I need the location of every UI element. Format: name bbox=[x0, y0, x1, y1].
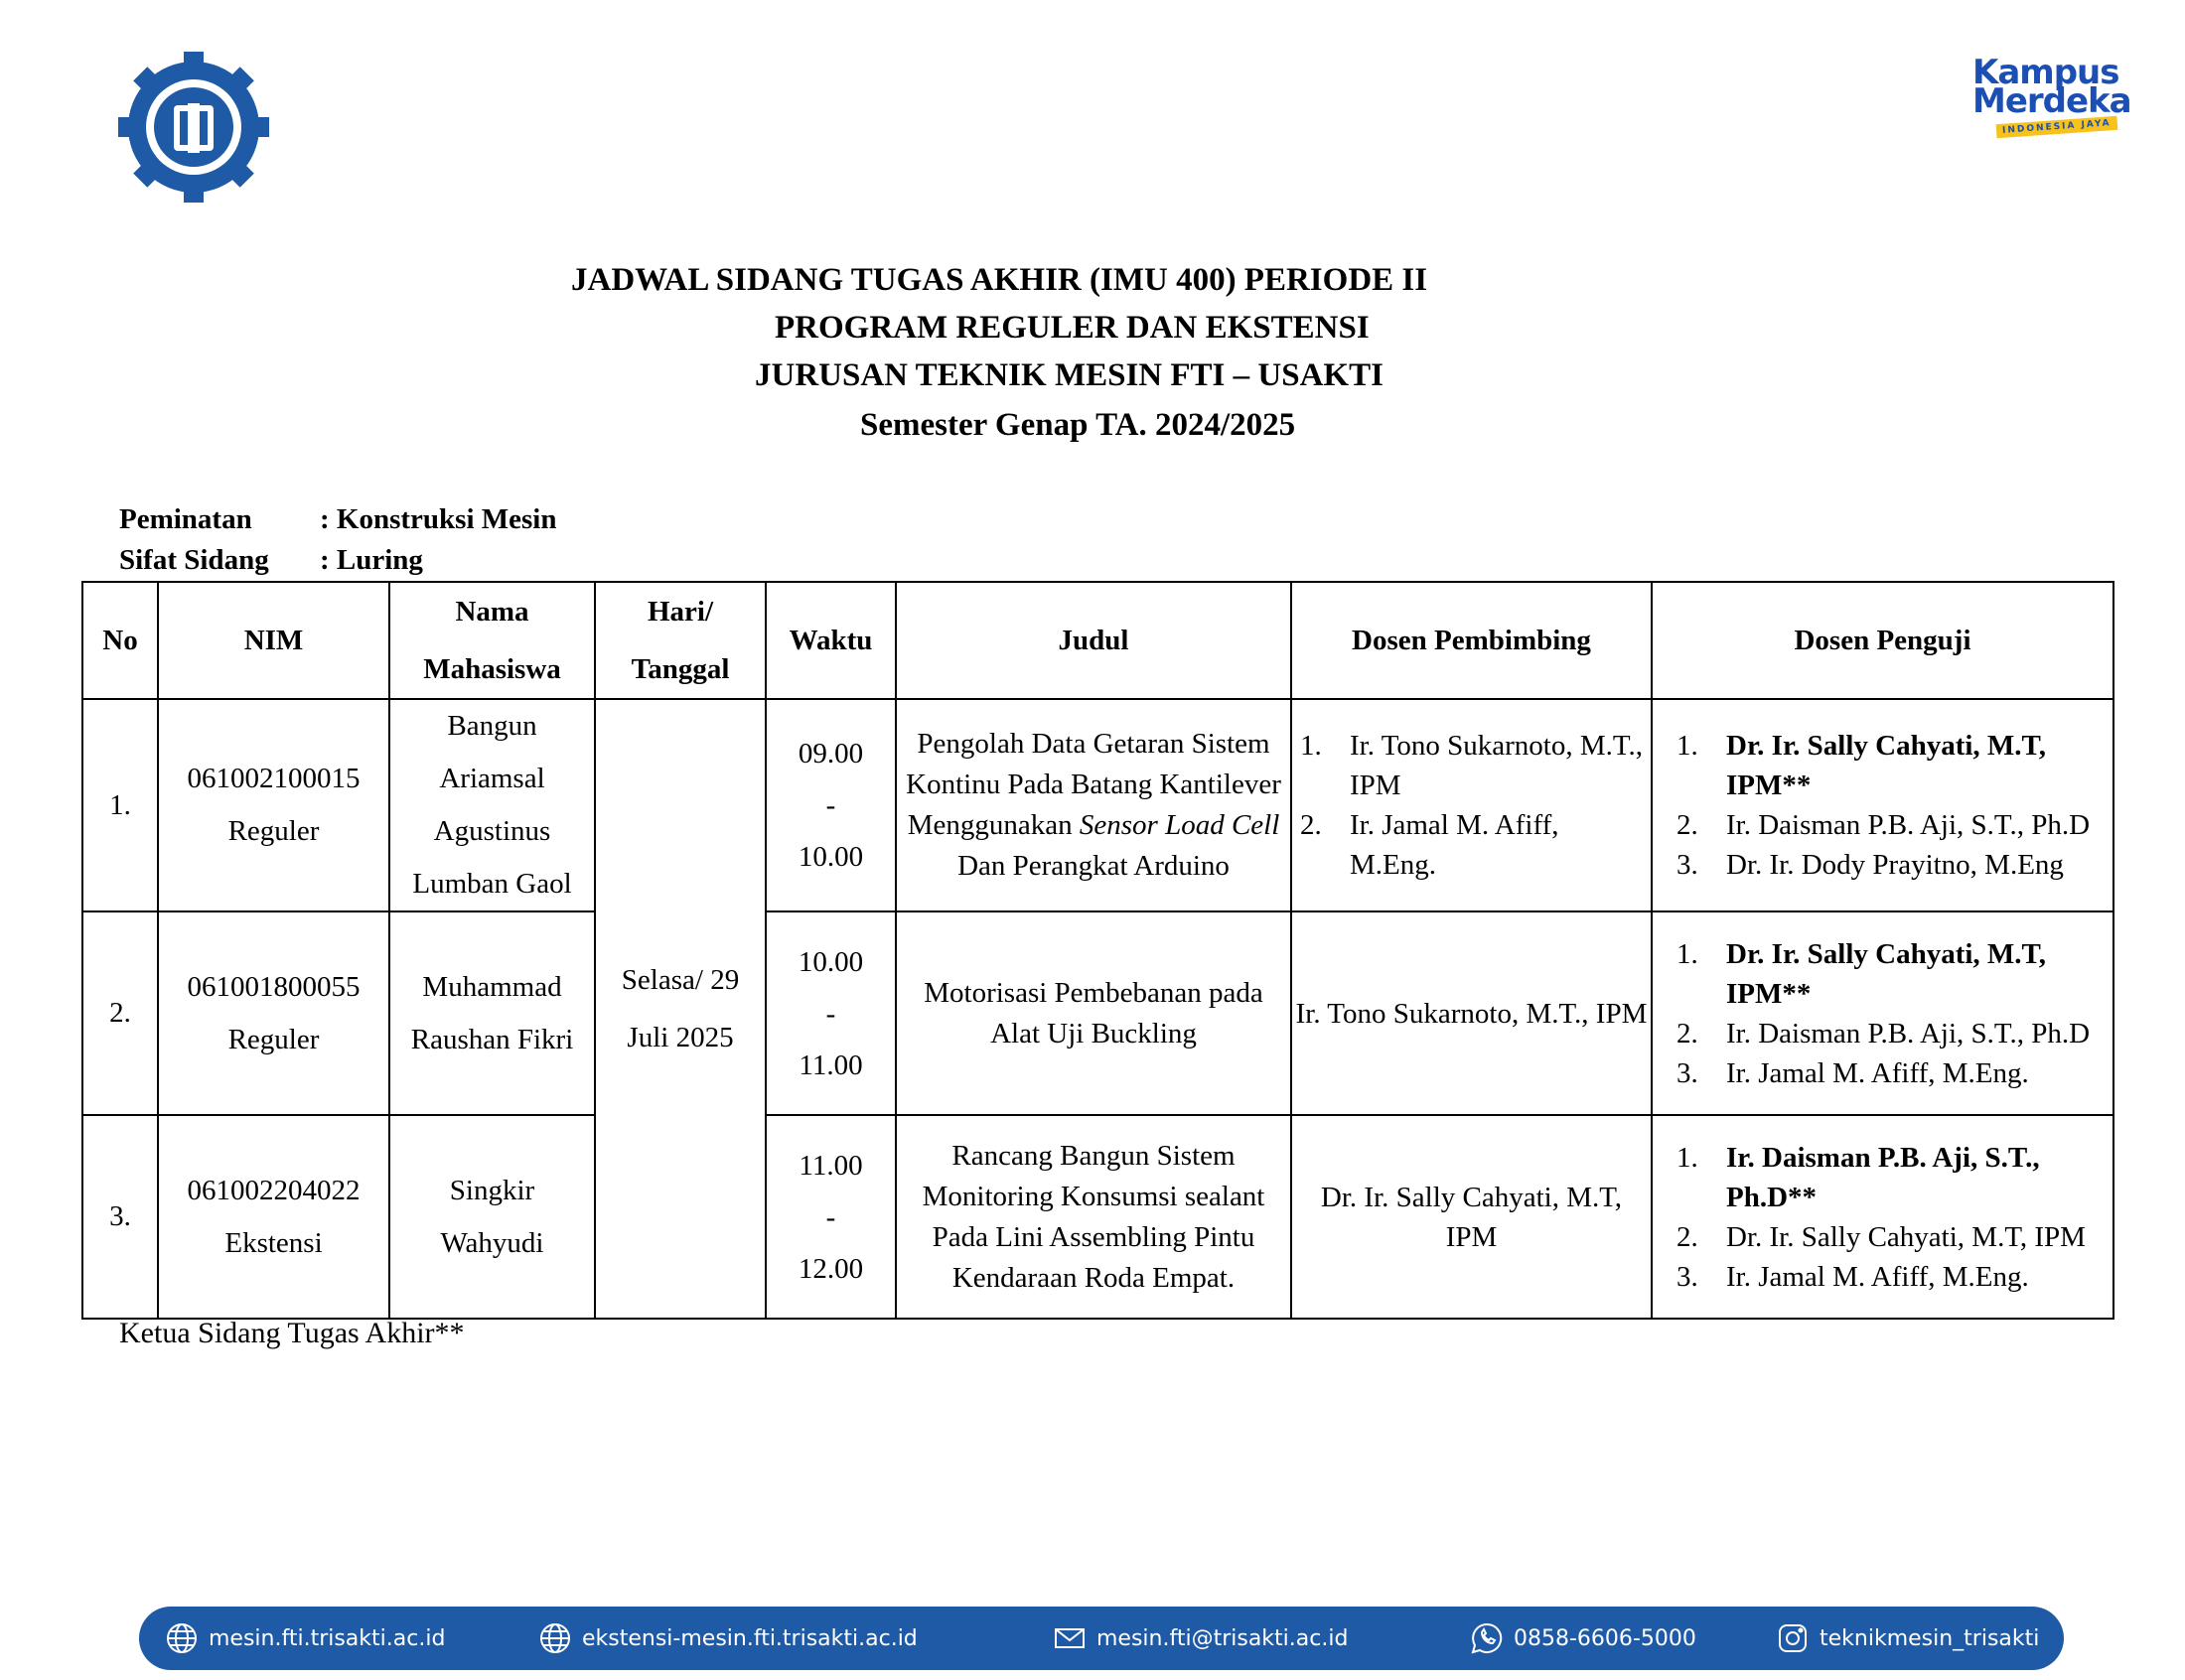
nama-line: Bangun bbox=[447, 710, 537, 742]
list-item bbox=[1676, 845, 2112, 885]
list-number: 3. bbox=[1676, 1260, 1698, 1293]
program-value: Reguler bbox=[227, 815, 320, 847]
waktu-sep: - bbox=[825, 997, 836, 1030]
header-no: No bbox=[82, 582, 158, 699]
row-judul bbox=[896, 699, 1291, 911]
waktu-sep: - bbox=[825, 789, 836, 821]
peminatan-value: : Konstruksi Mesin bbox=[320, 503, 557, 535]
table-header-row bbox=[82, 582, 2113, 699]
list-item bbox=[1676, 1257, 2112, 1297]
row-pembimbing bbox=[1291, 699, 1652, 911]
penguji-list bbox=[1653, 726, 2112, 885]
list-item bbox=[1676, 1217, 2112, 1257]
mail-icon bbox=[1053, 1621, 1087, 1655]
row-penguji bbox=[1652, 699, 2113, 911]
list-number: 2. bbox=[1676, 1220, 1698, 1253]
list-number: 2. bbox=[1676, 809, 1698, 841]
website-link[interactable]: mesin.fti.trisakti.ac.id bbox=[209, 1625, 446, 1651]
dosen-name: Ir. Jamal M. Afiff, M.Eng. bbox=[1350, 809, 1559, 881]
kampus-merdeka-logo bbox=[1972, 52, 2141, 146]
dosen-name: Ir. Daisman P.B. Aji, S.T., Ph.D** bbox=[1726, 1141, 2040, 1213]
row-waktu bbox=[766, 1115, 896, 1319]
list-item bbox=[1676, 1053, 2112, 1093]
dosen-name: Dr. Ir. Sally Cahyati, M.T, IPM** bbox=[1726, 937, 2046, 1010]
waktu-start: 10.00 bbox=[798, 945, 864, 978]
title-line-3: JURUSAN TEKNIK MESIN FTI – USAKTI bbox=[755, 357, 1384, 393]
peminatan-label: Peminatan bbox=[119, 503, 252, 535]
penguji-list bbox=[1653, 1138, 2112, 1297]
footnote: Ketua Sidang Tugas Akhir** bbox=[119, 1317, 465, 1349]
waktu-start: 09.00 bbox=[798, 738, 864, 770]
waktu-start: 11.00 bbox=[799, 1149, 863, 1182]
nama-line: Muhammad bbox=[422, 970, 562, 1003]
row-nim bbox=[158, 699, 389, 911]
header-penguji: Dosen Penguji bbox=[1652, 582, 2113, 699]
program-value: Ekstensi bbox=[224, 1226, 323, 1259]
list-number: 1. bbox=[1676, 937, 1698, 970]
instagram-link[interactable]: teknikmesin_trisakti bbox=[1820, 1625, 2040, 1651]
email-link[interactable]: mesin.fti@trisakti.ac.id bbox=[1096, 1625, 1349, 1651]
footer-instagram[interactable] bbox=[1776, 1607, 2039, 1670]
judul-italic: Sensor Load Cell bbox=[1079, 809, 1280, 841]
nama-line: Agustinus bbox=[433, 815, 551, 847]
title-line-2: PROGRAM REGULER DAN EKSTENSI bbox=[775, 310, 1370, 346]
waktu-end: 12.00 bbox=[798, 1252, 864, 1285]
row-pembimbing: Dr. Ir. Sally Cahyati, M.T, IPM bbox=[1291, 1115, 1652, 1319]
whatsapp-icon bbox=[1470, 1621, 1504, 1655]
meta-info bbox=[119, 499, 556, 581]
row-waktu bbox=[766, 911, 896, 1115]
header-nama bbox=[389, 582, 595, 699]
nim-value: 061002100015 bbox=[187, 763, 361, 794]
row-no: 3. bbox=[82, 1115, 158, 1319]
row-penguji bbox=[1652, 911, 2113, 1115]
list-item bbox=[1676, 1138, 2112, 1217]
list-item bbox=[1676, 934, 2112, 1014]
program-value: Reguler bbox=[227, 1023, 320, 1055]
dosen-name: Ir. Jamal M. Afiff, M.Eng. bbox=[1726, 1260, 2029, 1293]
instagram-icon bbox=[1776, 1621, 1810, 1655]
header-hari-2: Tanggal bbox=[631, 653, 730, 685]
header-hari-1: Hari/ bbox=[647, 596, 714, 628]
row-nim bbox=[158, 1115, 389, 1319]
schedule-table bbox=[81, 581, 2114, 1320]
header-waktu: Waktu bbox=[766, 582, 896, 699]
title-line-1: JADWAL SIDANG TUGAS AKHIR (IMU 400) PERIODE II bbox=[571, 262, 1428, 298]
list-item bbox=[1676, 726, 2112, 805]
pembimbing-list bbox=[1292, 726, 1651, 885]
nama-line: Singkir bbox=[449, 1174, 535, 1206]
dosen-name: Dr. Ir. Sally Cahyati, M.T, IPM bbox=[1726, 1220, 2086, 1253]
list-number: 1. bbox=[1676, 730, 1698, 762]
globe-icon bbox=[538, 1621, 572, 1655]
sifat-row bbox=[119, 540, 556, 581]
row-pembimbing: Ir. Tono Sukarnoto, M.T., IPM bbox=[1291, 911, 1652, 1115]
list-number: 2. bbox=[1300, 809, 1322, 841]
list-number: 1. bbox=[1300, 730, 1322, 762]
date-line-2: Juli 2025 bbox=[627, 1022, 734, 1053]
list-item bbox=[1676, 1014, 2112, 1053]
waktu-end: 10.00 bbox=[798, 841, 864, 873]
title-line-4: Semester Genap TA. 2024/2025 bbox=[860, 407, 1296, 443]
header-hari bbox=[595, 582, 766, 699]
table-row bbox=[82, 699, 2113, 911]
row-judul: Rancang Bangun Sistem Monitoring Konsumsi sealant Pada Lini Assembling Pintu Kendaraan Roda Empat. bbox=[896, 1115, 1291, 1319]
nama-line: Ariamsal bbox=[439, 763, 545, 794]
list-item bbox=[1676, 805, 2112, 845]
contact-footer bbox=[139, 1607, 2064, 1670]
table-row bbox=[82, 911, 2113, 1115]
list-number: 1. bbox=[1676, 1141, 1698, 1174]
kampus-merdeka-tag: INDONESIA JAYA bbox=[1996, 116, 2117, 138]
dosen-name: Dr. Ir. Sally Cahyati, M.T, IPM** bbox=[1726, 730, 2046, 801]
nim-value: 061002204022 bbox=[187, 1174, 361, 1206]
sifat-label: Sifat Sidang bbox=[119, 544, 269, 576]
nim-value: 061001800055 bbox=[187, 970, 361, 1003]
globe-icon bbox=[165, 1621, 199, 1655]
dosen-name: Ir. Daisman P.B. Aji, S.T., Ph.D bbox=[1726, 809, 2091, 841]
phone-link[interactable]: 0858-6606-5000 bbox=[1514, 1625, 1696, 1651]
list-number: 2. bbox=[1676, 1017, 1698, 1050]
waktu-end: 11.00 bbox=[799, 1049, 863, 1081]
dosen-name: Ir. Daisman P.B. Aji, S.T., Ph.D bbox=[1726, 1017, 2091, 1050]
header-nama-2: Mahasiswa bbox=[423, 653, 561, 685]
row-no: 2. bbox=[82, 911, 158, 1115]
nama-line: Wahyudi bbox=[440, 1226, 544, 1259]
sifat-value: : Luring bbox=[320, 544, 423, 576]
judul-part-a: Pengolah Data Getaran Sistem Kontinu Pada Batang Kantilever Menggunakan bbox=[906, 728, 1281, 841]
nama-line: Raushan Fikri bbox=[410, 1023, 574, 1055]
header-judul: Judul bbox=[896, 582, 1291, 699]
row-nama bbox=[389, 911, 595, 1115]
row-nama bbox=[389, 699, 595, 911]
waktu-sep: - bbox=[825, 1200, 836, 1233]
penguji-list bbox=[1653, 934, 2112, 1093]
nama-line: Lumban Gaol bbox=[412, 868, 572, 900]
footer-phone[interactable] bbox=[1470, 1607, 1696, 1670]
header-pembimbing: Dosen Pembimbing bbox=[1291, 582, 1652, 699]
dosen-name: Ir. Tono Sukarnoto, M.T., IPM bbox=[1350, 730, 1643, 801]
row-date bbox=[595, 699, 766, 1319]
dosen-name: Dr. Ir. Dody Prayitno, M.Eng bbox=[1726, 849, 2064, 881]
list-number: 3. bbox=[1676, 1056, 1698, 1089]
header-nama-1: Nama bbox=[455, 596, 529, 628]
table-row bbox=[82, 1115, 2113, 1319]
header-nim: NIM bbox=[158, 582, 389, 699]
row-judul: Motorisasi Pembebanan pada Alat Uji Buckling bbox=[896, 911, 1291, 1115]
kampus-merdeka-text-2: Merdeka bbox=[1972, 81, 2131, 121]
ekstensi-link[interactable]: ekstensi-mesin.fti.trisakti.ac.id bbox=[582, 1625, 918, 1651]
peminatan-row bbox=[119, 499, 556, 540]
row-nim bbox=[158, 911, 389, 1115]
date-line-1: Selasa/ 29 bbox=[621, 964, 740, 996]
judul-part-b: Dan Perangkat Arduino bbox=[957, 850, 1230, 882]
row-nama bbox=[389, 1115, 595, 1319]
row-no: 1. bbox=[82, 699, 158, 911]
list-item bbox=[1300, 726, 1651, 805]
footer-ekstensi[interactable] bbox=[538, 1607, 918, 1670]
footer-website[interactable] bbox=[165, 1607, 445, 1670]
dosen-name: Ir. Jamal M. Afiff, M.Eng. bbox=[1726, 1056, 2029, 1089]
kampus-merdeka-text-1: Kampus bbox=[1972, 53, 2119, 92]
row-penguji bbox=[1652, 1115, 2113, 1319]
list-item bbox=[1300, 805, 1651, 885]
list-number: 3. bbox=[1676, 849, 1698, 881]
footer-email[interactable] bbox=[1053, 1607, 1348, 1670]
teknik-mesin-logo bbox=[114, 48, 273, 207]
row-waktu bbox=[766, 699, 896, 911]
